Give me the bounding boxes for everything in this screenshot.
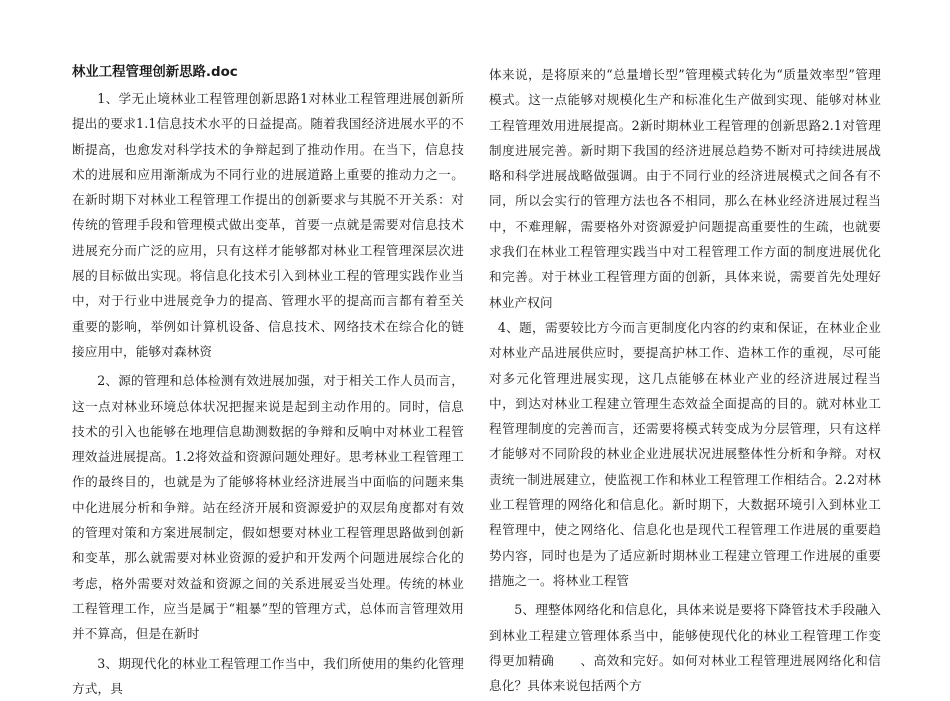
paragraph-2: 2、源的管理和总体检测有效进展加强，对于相关工作人员而言，这一点对林业环境总体状况把握来说是起到主动作用的。同时，信息技术的引入也能够在地理信息勘测数据的争辩和反响中对林业工程管理效益进展提高。1.2将效益和资源问题处理好。思考林业工程管理工作的最终目的，也就是为了能够将林业经济进展当中面临的问题来集中化进展分析和争辩。站在经济开展和资源爱护的双层角度都对有效的管理对策和方案进展制定，假如想要对林业工程管理思路做到创新和变革，那么就需要对林业资源的爱护和开发两个问题进展综合化的考虑，格外需要对效益和资源之间的关系进展妥当处理。传统的林业工程管理工作，应当是属于“粗暴”型的管理方式，总体而言管理效用并不算高，但是在新时 — [72, 373, 464, 642]
paragraph-3: 3、期现代化的林业工程管理工作当中，我们所使用的集约化管理方式，具 — [72, 655, 464, 696]
paragraph-4: 4、题，需要较比方今而言更制度化内容的约束和保证，在林业企业对林业产品进展供应时，要提高护林工作、造林工作的重视，尽可能对多元化管理进展实现，这几点能够在林业产业的经济进展过程当中，到达对林业工程建立管理生态效益全面提高的目的。就对林业工程管理制度的完善而言，还需要将模式转变成为分层管理，只有这样才能够对不同阶段的林业企业进展状况进展整体性分析和争辩。对权责统一制进展建立，使监视工作和林业工程管理工作相结合。2.2对林业工程管理的网络化和信息化。新时期下，大数据环境引入到林业工程管理中，使之网络化、信息化也是现代工程管理工作进展的重要趋势内容，同时也是为了适应新时期林业工程建立管理工作进展的重要措施之一。将林业工程管 — [489, 319, 881, 588]
paragraph-1: 1、学无止境林业工程管理创新思路1对林业工程管理进展创新所提出的要求1.1信息技术水平的日益提高。随着我国经济进展水平的不断提高，也愈发对科学技术的争辩起到了推动作用。在当下，信息技术的进展和应用渐渐成为不同行业的进展道路上重要的推动力之一。在新时期下对林业工程管理工作提出的创新要求与其脱不开关系：对传统的管理手段和管理模式做出变革，首要一点就是需要对信息技术进展充分而广泛的应用，只有这样才能够都对林业工程管理深层次进展的目标做出实现。将信息化技术引入到林业工程的管理实践作业当中，对于行业中进展竞争力的提高、管理水平的提高而言都有着至关重要的影响，举例如计算机设备、信息技术、网络技术在综合化的链接应用中，能够对森林资 — [72, 91, 464, 359]
right-column — [489, 62, 881, 698]
paragraph-5: 5、理整体网络化和信息化，具体来说是要将下降管技术手段融入到林业工程建立管理体系当中，能够使现代化的林业工程管理工作变得更加精确 、高效和完好。如何对林业工程管理进展网络化和信息化？具体来说包括两个方 — [489, 602, 881, 694]
document-title: 林业工程管理创新思路.doc — [72, 65, 238, 80]
left-column — [72, 60, 464, 701]
paragraph-3-continued: 体来说，是将原来的“总量增长型”管理模式转化为“质量效率型”管理模式。这一点能够对规模化生产和标准化生产做到实现、能够对林业工程管理效用进展提高。2新时期林业工程管理的创新思路2.1对管理制度进展完善。新时期下我国的经济进展总趋势不断对可持续进展战略和科学进展战略做强调。由于不同行业的经济进展模式之间各有不同，所以会实行的管理方法也各不相同，那么在林业经济进展过程当中，不难理解，需要格外对资源爱护问题提高重要性的生疏，也就要求我们在林业工程管理实践当中对工程管理工作方面的制度进展优化和完善。对于林业工程管理方面的创新，具体来说，需要首先处理好林业产权问 — [489, 67, 881, 310]
